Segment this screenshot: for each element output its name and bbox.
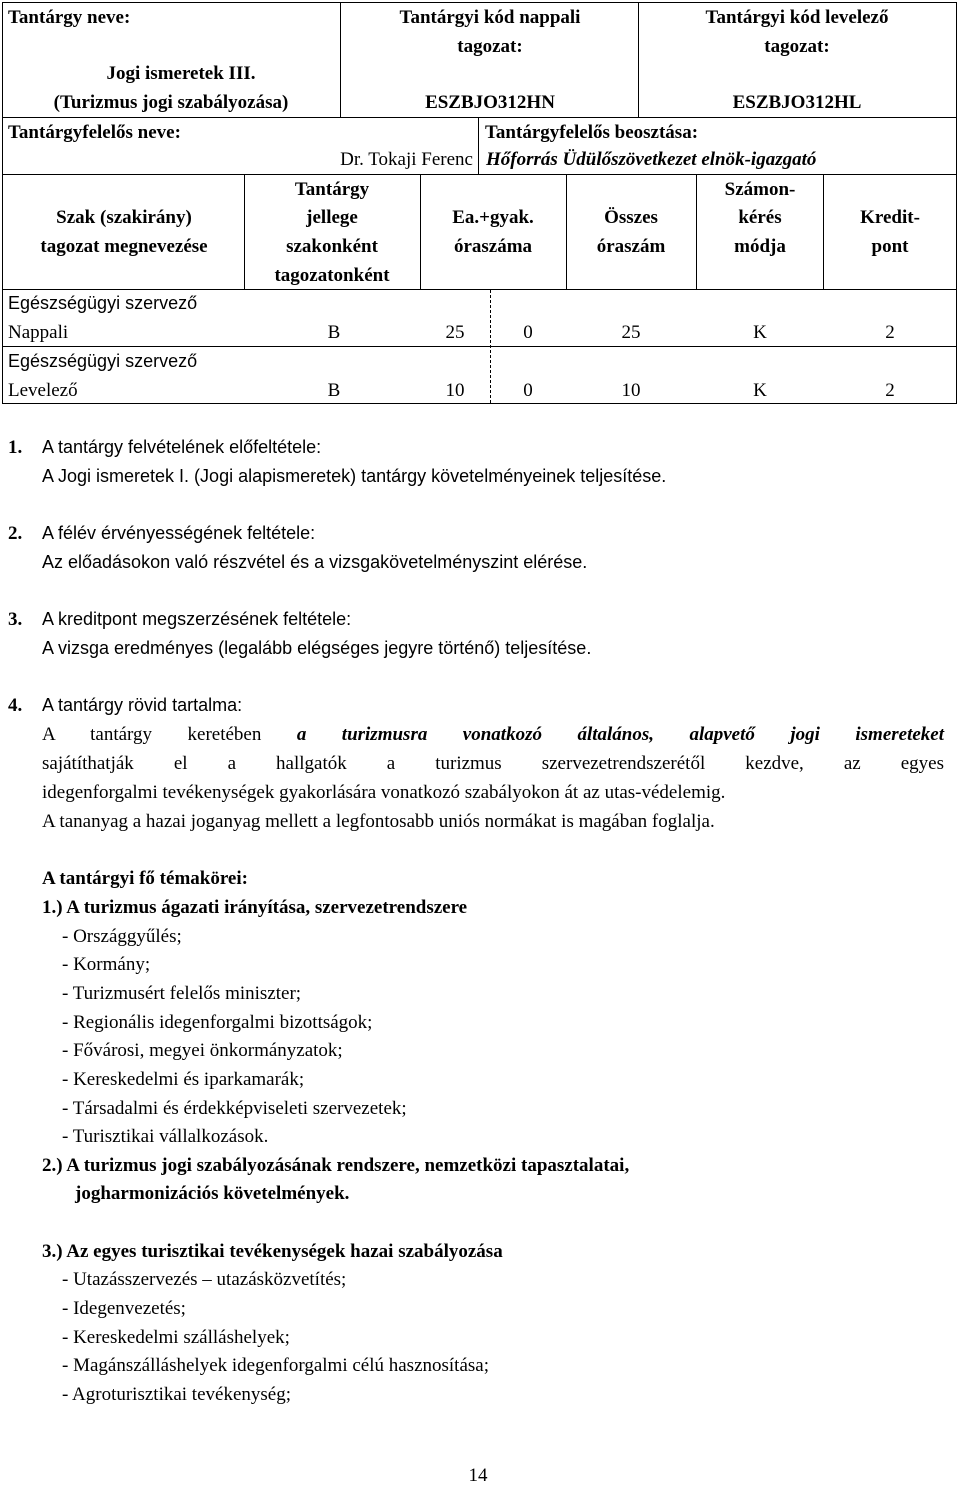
list-item: - Fővárosi, megyei önkormányzatok; — [62, 1040, 343, 1061]
row-exam: K — [753, 380, 767, 401]
row-program: Egészségügyi szervező — [8, 351, 198, 371]
code-corr-value: ESZBJO312HL — [732, 92, 862, 113]
content-line-1: A tantárgy keretében a turizmusra vonatkozó általános, alapvető jogi ismereteket — [42, 724, 945, 745]
table-border-bottom — [2, 403, 957, 404]
row-lecture: 10 — [445, 380, 465, 401]
header-total-1: Összes — [604, 207, 658, 228]
header-credit-1: Kredit- — [860, 207, 920, 228]
header-type-3: szakonként — [286, 236, 378, 257]
section-text: Az előadásokon való részvétel és a vizsgakövetelményszint elérése. — [42, 552, 588, 572]
topics-heading: A tantárgyi fő témakörei: — [42, 868, 248, 889]
list-item: - Kormány; — [62, 954, 151, 975]
list-item: - Turizmusért felelős miniszter; — [62, 983, 302, 1004]
header-type-4: tagozatonként — [274, 265, 390, 286]
topic-3-title: 3.) Az egyes turisztikai tevékenységek hazai szabályozása — [42, 1241, 503, 1262]
subject-name-line2: (Turizmus jogi szabályozása) — [53, 92, 289, 113]
list-item: - Utazásszervezés – utazásközvetítés; — [62, 1269, 347, 1290]
list-item: - Magánszálláshelyek idegenforgalmi célú hasznosítása; — [62, 1355, 489, 1376]
table-border-left — [2, 2, 3, 404]
section-number: 4. — [8, 695, 23, 716]
code-day-value: ESZBJO312HN — [425, 92, 555, 113]
row-practice: 0 — [523, 322, 533, 343]
header-credit-2: pont — [871, 236, 909, 257]
header-major-1: Szak (szakirány) — [56, 207, 192, 228]
section-text: A Jogi ismeretek I. (Jogi alapismeretek) tantárgy követelményeinek teljesítése. — [42, 466, 667, 486]
row-exam: K — [753, 322, 767, 343]
header-hours-2: óraszáma — [453, 236, 533, 257]
list-item: - Országgyűlés; — [62, 926, 182, 947]
responsible-label: Tantárgyfelelős neve: — [8, 122, 181, 143]
header-type-2: jellege — [306, 207, 358, 228]
subject-name-line1: Jogi ismeretek III. — [106, 63, 256, 84]
topic-2-title-1: 2.) A turizmus jogi szabályozásának rendszere, nemzetközi tapasztalatai, — [42, 1155, 630, 1176]
code-day-label-1: Tantárgyi kód nappali — [399, 7, 581, 28]
header-hours-1: Ea.+gyak. — [452, 207, 534, 228]
list-item: - Turisztikai vállalkozások. — [62, 1126, 269, 1147]
row-mode: Levelező — [8, 380, 78, 401]
list-item: - Agroturisztikai tevékenység; — [62, 1384, 291, 1405]
row-mode: Nappali — [8, 322, 69, 343]
content-line-3: idegenforgalmi tevékenységek gyakorlására vonatkozó szabályokon át az utas-védelemig. — [42, 782, 726, 803]
section-number: 3. — [8, 609, 23, 630]
row-credit: 2 — [885, 322, 895, 343]
topic-2-title-2: jogharmonizációs követelmények. — [75, 1183, 350, 1204]
section-title: A tantárgy rövid tartalma: — [42, 695, 243, 715]
row-lecture: 25 — [445, 322, 465, 343]
section-number: 2. — [8, 523, 23, 544]
code-day-label-2: tagozat: — [457, 36, 523, 57]
position-label: Tantárgyfelelős beosztása: — [485, 122, 699, 143]
table-border-top — [2, 2, 957, 3]
responsible-name: Dr. Tokaji Ferenc — [340, 149, 473, 170]
section-text: A vizsga eredményes (legalább elégséges jegyre történő) teljesítése. — [42, 638, 592, 658]
content-line-2: sajátíthatják el a hallgatók a turizmus szervezetrendszerétől kezdve, az egyes — [42, 753, 944, 774]
row-practice: 0 — [523, 380, 533, 401]
code-corr-label-1: Tantárgyi kód levelező — [705, 7, 889, 28]
page-number: 14 — [468, 1465, 488, 1486]
header-type-1: Tantárgy — [294, 179, 370, 200]
section-title: A kreditpont megszerzésének feltétele: — [42, 609, 352, 629]
row-type: B — [327, 380, 341, 401]
section-number: 1. — [8, 437, 23, 458]
section-title: A félév érvényességének feltétele: — [42, 523, 316, 543]
row-total: 25 — [621, 322, 641, 343]
header-exam-2: kérés — [738, 207, 782, 228]
list-item: - Kereskedelmi szálláshelyek; — [62, 1327, 290, 1348]
subject-name-label: Tantárgy neve: — [8, 7, 131, 28]
list-item: - Regionális idegenforgalmi bizottságok; — [62, 1012, 373, 1033]
section-title: A tantárgy felvételének előfeltétele: — [42, 437, 322, 457]
code-corr-label-2: tagozat: — [764, 36, 830, 57]
header-total-2: óraszám — [596, 236, 666, 257]
list-item: - Társadalmi és érdekképviseleti szervezetek; — [62, 1098, 407, 1119]
position-value: Hőforrás Üdülőszövetkezet elnök-igazgató — [486, 149, 817, 170]
topic-1-title: 1.) A turizmus ágazati irányítása, szervezetrendszere — [42, 897, 468, 918]
row-total: 10 — [621, 380, 641, 401]
content-line-4: A tananyag a hazai joganyag mellett a legfontosabb uniós normákat is magában foglalja. — [42, 811, 715, 832]
row-program: Egészségügyi szervező — [8, 293, 198, 313]
row-type: B — [327, 322, 341, 343]
header-major-2: tagozat megnevezése — [40, 236, 208, 257]
header-exam-1: Számon- — [724, 179, 796, 200]
row-credit: 2 — [885, 380, 895, 401]
table-border-right — [956, 2, 957, 404]
header-exam-3: módja — [734, 236, 786, 257]
list-item: - Kereskedelmi és iparkamarák; — [62, 1069, 305, 1090]
list-item: - Idegenvezetés; — [62, 1298, 186, 1319]
